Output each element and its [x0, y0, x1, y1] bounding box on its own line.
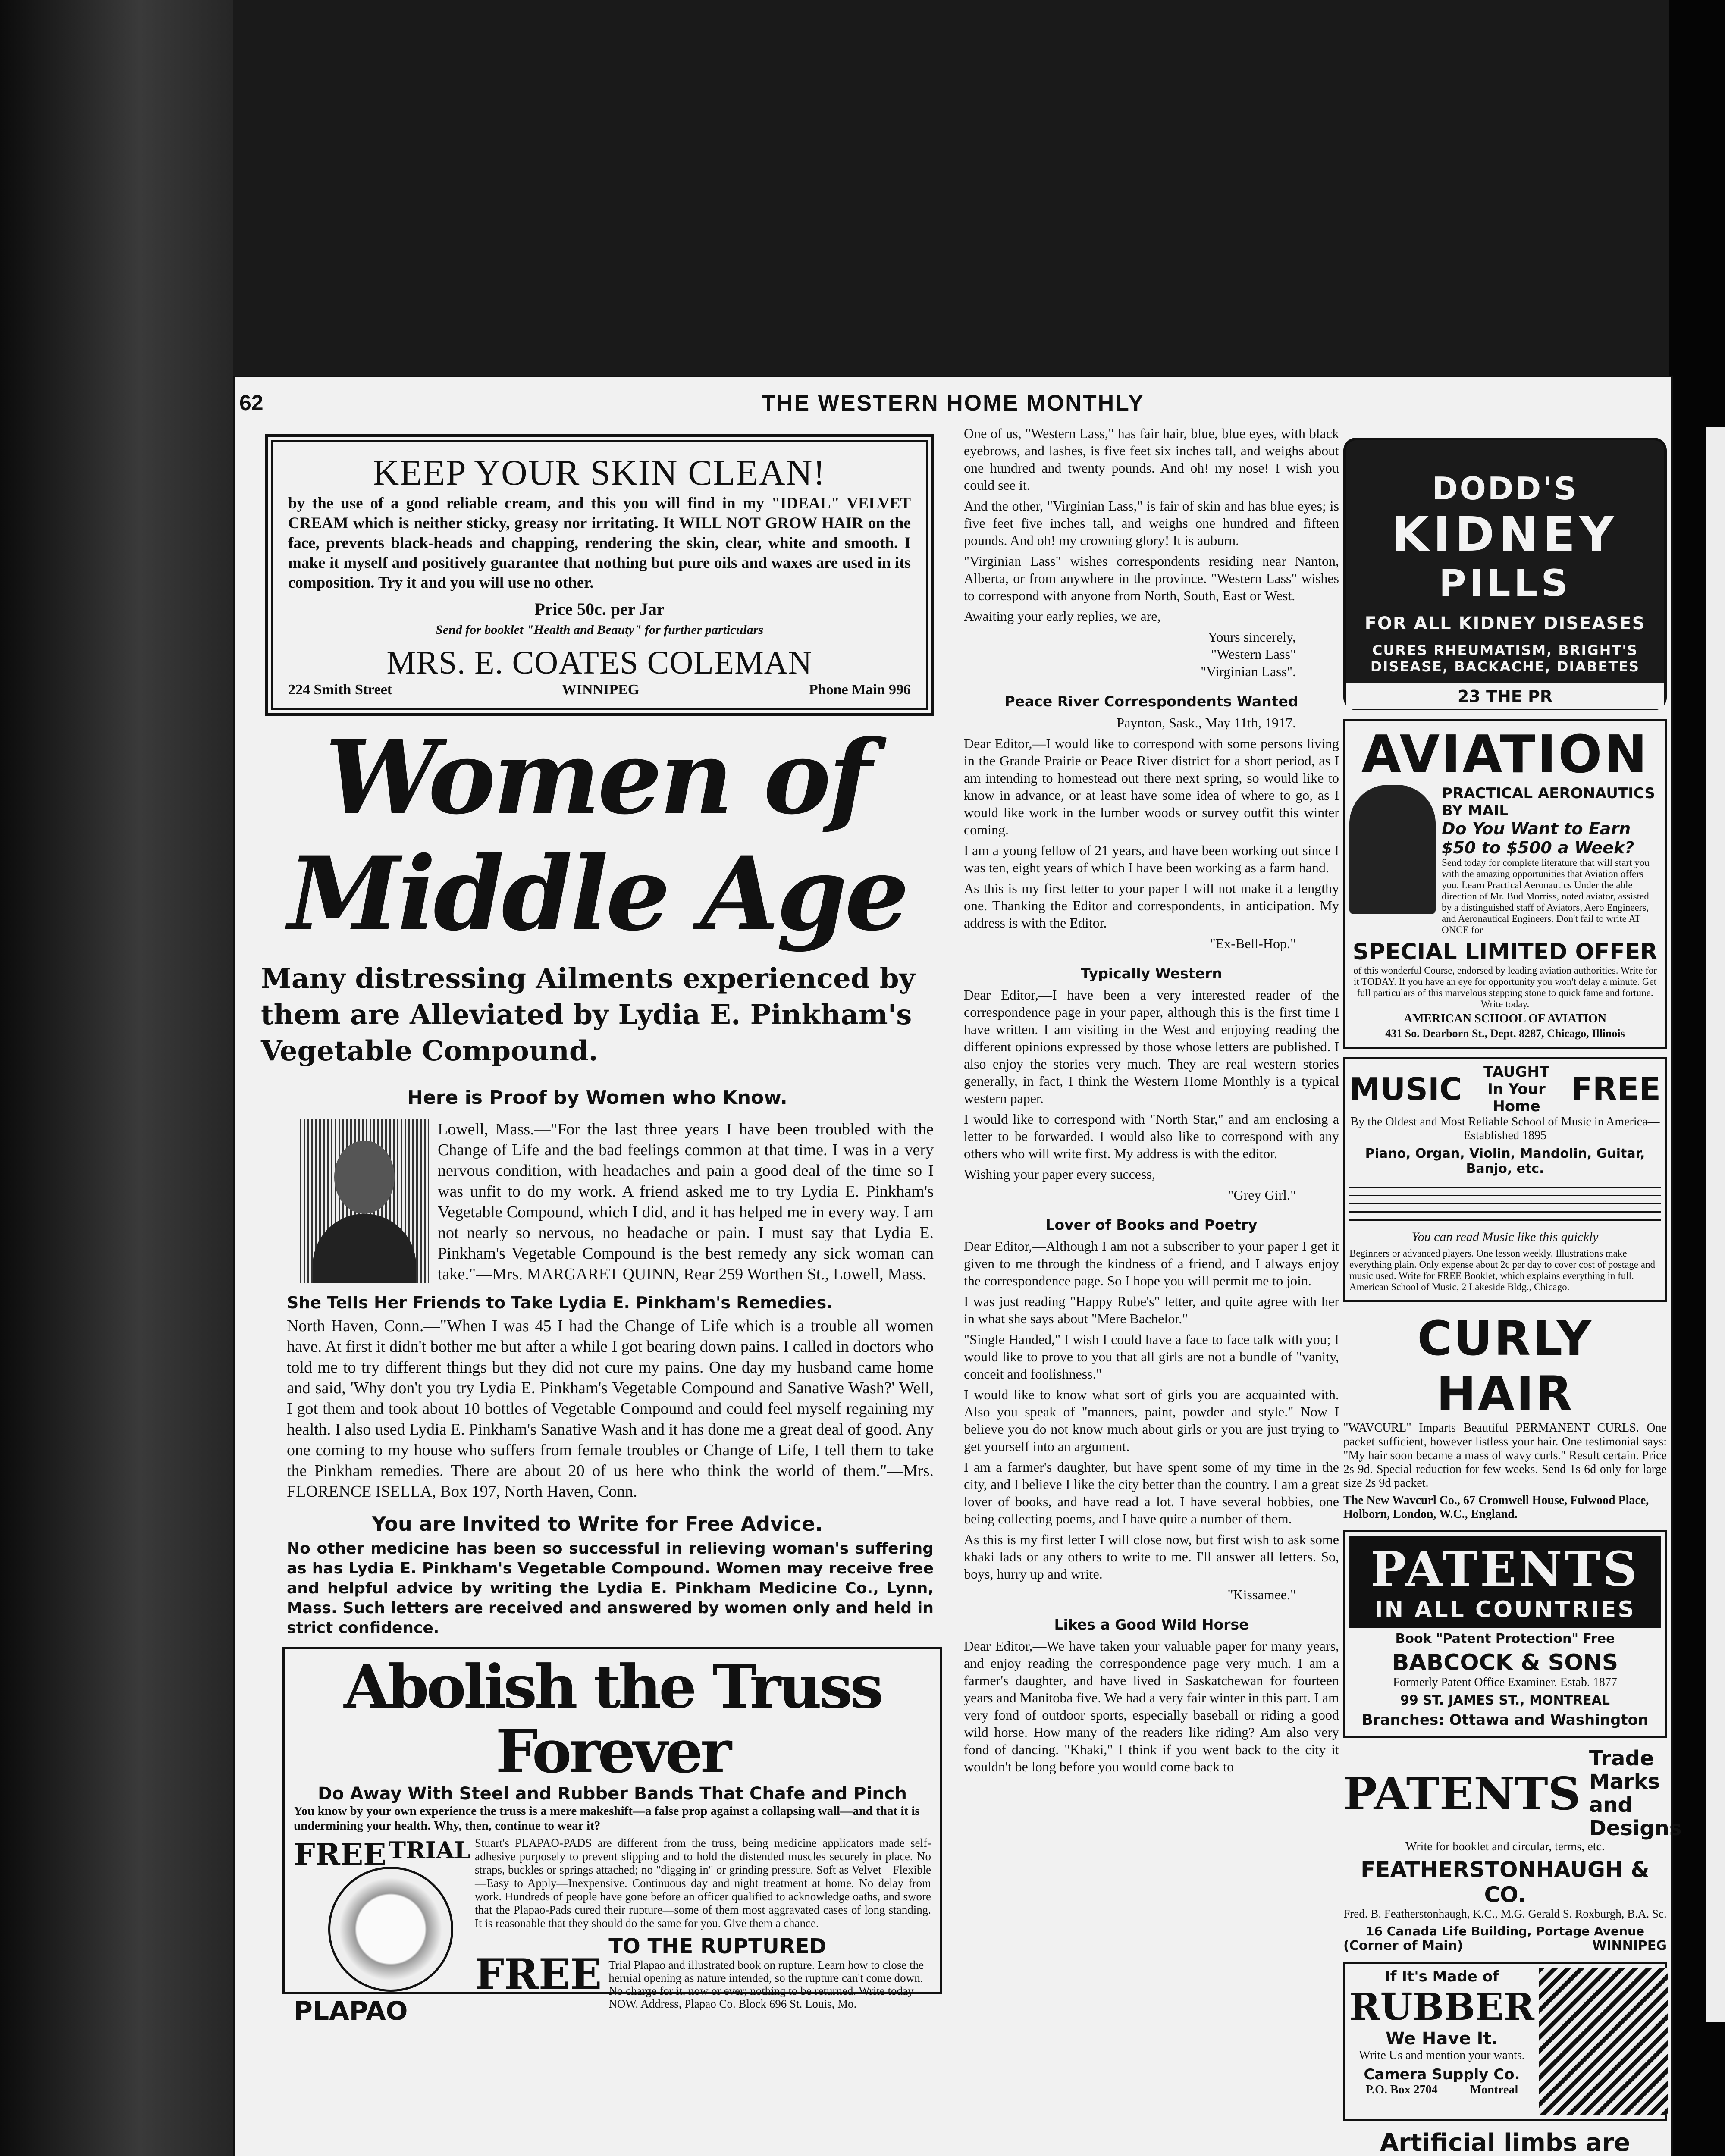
dodds-line1: FOR ALL KIDNEY DISEASES — [1364, 614, 1646, 633]
curly-hair-ad — [1343, 1311, 1667, 1521]
letter-books-sign: "Kissamee." — [1227, 1587, 1296, 1602]
rubber-goods-image — [1539, 1968, 1668, 2115]
pinkham-headline-1: Women of — [325, 718, 870, 837]
dodds-kidney-pills-ad — [1343, 438, 1667, 710]
patents-book: Book "Patent Protection" Free — [1395, 1631, 1615, 1646]
letter-typical-p1: Dear Editor,—I have been a very interested reader of the correspondence page in your paper, although this is the first time I have written. I am visiting in the West and enjoying reading the different opinions expressed by those whose letters are published. I also enjoy the stories very much. They are real western stories generally, in fact, I think the Western Home Monthly is a typical western paper. — [964, 987, 1339, 1106]
skin-cream-ad — [265, 434, 934, 716]
rubber-have: We Have It. — [1386, 2029, 1498, 2049]
patents2-people: Fred. B. Featherstonhaugh, K.C., M.G. Gerald S. Roxburgh, B.A. Sc. — [1343, 1907, 1667, 1920]
dodds-band: 23 THE PR — [1346, 683, 1664, 709]
plapao-pad-image — [294, 1836, 475, 2026]
pinkham-subhead: Many distressing Ailments experienced by them are Alleviated by Lydia E. Pinkham's Vegetable Compound. — [261, 962, 915, 1067]
curly-address: The New Wavcurl Co., 67 Cromwell House, Fulwood Place, Holborn, London, W.C., England. — [1343, 1494, 1649, 1521]
letter-books-p1: Dear Editor,—Although I am not a subscriber to your paper I get it given to me through the kindness of a friend, and I always enjoy the correspondence page. So I hope you will permit me to join. — [964, 1238, 1339, 1288]
skin-ad-name: MRS. E. COATES COLEMAN — [386, 645, 812, 681]
skin-ad-body: by the use of a good reliable cream, and this you will find in my "IDEAL" VELVET CREAM which is neither sticky, greasy nor irritating. It WILL NOT GROW HAIR on the face, prevents black-heads and chapping, rendering the skin, clear, white and smooth. I make it myself and positively guarantee that nothing but pure oils and waxes are used in its composition. Try it and you will use no other. — [288, 495, 911, 592]
artificial-limbs-ad — [1343, 2129, 1667, 2156]
letter-books-p3: "Single Handed," I wish I could have a face to face talk with you; I would like to prove to you that all girls are not a bundle of "vanity, conceit and foolishness." — [964, 1332, 1339, 1382]
aviation-ad — [1343, 719, 1667, 1049]
letter-books-p4: I would like to know what sort of girls you are acquainted with. Also you speak of "manners, paint, powder and style." Now I believe you do not know much about girls or you are just trying to get yourself into an argument. — [964, 1387, 1339, 1454]
letter-peace-p3: As this is my first letter to your paper I will not make it a lengthy one. Thanking the Editor and correspondents, in anticipation. My address is with the Editor. — [964, 881, 1339, 931]
letter-typically-western-heading: Typically Western — [1081, 965, 1222, 982]
skin-ad-price: Price 50c. per Jar — [534, 599, 665, 619]
page-number: 62 — [239, 391, 263, 415]
patents2-title: PATENTS — [1343, 1767, 1581, 1820]
letter-horse-p1: Dear Editor,—We have taken your valuable paper for many years, and enjoy reading the correspondence page very much. I am a farmer's daughter, and have lived in Saskatchewan for fourteen years and Manitoba five. We had a very fair winter in this part. I am very fond of outdoor sports, especially baseball or riding a good wild horse. How many of the readers like riding? Am also very fond of dancing. "Khaki," I think if you went back to the city it wouldn't be long before you would come back to — [964, 1638, 1339, 1774]
rubber-company: Camera Supply Co. — [1364, 2066, 1520, 2083]
patents2-corner: (Corner of Main) — [1343, 1938, 1463, 1953]
letter-books-p2: I was just reading "Happy Rube's" letter, and quite agree with her in what she says about "Mere Bachelor." — [964, 1294, 1339, 1326]
music-instruments: Piano, Organ, Violin, Mandolin, Guitar, Banjo, etc. — [1365, 1146, 1645, 1176]
dodds-pills: PILLS — [1439, 562, 1571, 605]
skin-ad-headline: KEEP YOUR SKIN CLEAN! — [373, 453, 826, 493]
truss-to-the-ruptured: TO THE RUPTURED — [608, 1934, 827, 1959]
music-word: MUSIC — [1349, 1071, 1462, 1107]
letter-intro-sign-2: "Western Lass" — [1211, 646, 1296, 662]
truss-brand: PLAPAO — [294, 1996, 408, 2026]
letter-horse-heading: Likes a Good Wild Horse — [1054, 1616, 1249, 1633]
skin-ad-address-row — [288, 682, 911, 698]
middle-column-letters — [964, 425, 1339, 1779]
curly-title: CURLY HAIR — [1417, 1311, 1593, 1421]
patents2-write: Write for booklet and circular, terms, etc. — [1405, 1840, 1605, 1853]
letter-peace-sign: "Ex-Bell-Hop." — [1210, 936, 1296, 951]
truss-ad — [282, 1647, 942, 2026]
aviation-body: Send today for complete literature that will start you with the amazing opportunities that Aviation offers you. Learn Practical Aeronautics Under the able direction of Mr. Bud Morriss, noted aviator, assisted by a distinguished staff of Aviators, Aero Engineers, and Aeronautical Engineers. Don't fail to write AT ONCE for — [1442, 857, 1650, 935]
testimonial-portrait-image — [300, 1119, 429, 1283]
dodds-kidney: KIDNEY — [1392, 507, 1618, 562]
aviation-offer: SPECIAL LIMITED OFFER — [1352, 939, 1658, 965]
patents-branches: Branches: Ottawa and Washington — [1361, 1711, 1649, 1729]
truss-subhead: Do Away With Steel and Rubber Bands That Chafe and Pinch — [318, 1784, 907, 1804]
rubber-title: RUBBER — [1349, 1985, 1534, 2029]
truss-intro: You know by your own experience the truss is a mere makeshift—a false prop against a collapsing wall—and that it is undermining your health. Why, then, continue to wear it? — [294, 1804, 920, 1833]
music-school: By the Oldest and Most Reliable School of Music in America—Established 1895 — [1350, 1115, 1660, 1142]
music-body: Beginners or advanced players. One lesson weekly. Illustrations make everything plain. Only expense about 2c per day to cover cost of postage and music used. Write for FREE Booklet, which explains everything in full. American School of Music, 2 Lakeside Bldg., Chicago. — [1349, 1248, 1655, 1292]
adjacent-page-edge — [1706, 427, 1725, 2022]
patents-firm: BABCOCK & SONS — [1392, 1650, 1618, 1676]
dodds-line2: CURES RHEUMATISM, BRIGHT'S DISEASE, BACKACHE, DIABETES — [1370, 642, 1640, 675]
patents2-tm2: and Designs — [1589, 1793, 1682, 1840]
dodds-name: DODD'S — [1432, 470, 1578, 507]
pinkham-proof-heading: Here is Proof by Women who Know. — [407, 1087, 787, 1109]
aviation-title: AVIATION — [1361, 725, 1649, 785]
pinkham-subtitle-2: She Tells Her Friends to Take Lydia E. Pinkham's Remedies. — [287, 1293, 833, 1312]
patents2-city: WINNIPEG — [1592, 1938, 1667, 1953]
aviation-sub: PRACTICAL AERONAUTICS BY MAIL — [1442, 785, 1655, 819]
patents2-firm: FEATHERSTONHAUGH & CO. — [1361, 1857, 1650, 1907]
letter-intro-sign-1: Yours sincerely, — [1208, 629, 1296, 645]
patents-featherstonhaugh-ad — [1343, 1746, 1682, 1953]
music-taught: TAUGHT — [1483, 1063, 1549, 1081]
patents2-tm1: Trade Marks — [1589, 1746, 1660, 1794]
truss-footer: Trial Plapao and illustrated book on rupture. Learn how to close the hernial opening as nature intended, so the rupture can't come down. No charge for it, now or ever; nothing to be returned. Write today—NOW. Address, Plapao Co. Block 696 St. Louis, Mo. — [608, 1959, 925, 2010]
pinkham-invite-body: No other medicine has been so successful in relieving woman's suffering as has Lydia E. Pinkham's Vegetable Compound. Women may receive free and helpful advice by writing the Lydia E. Pinkham Medicine Co., Lynn, Mass. Such letters are received and answered by women only and held in strict confidence. — [287, 1540, 934, 1637]
skin-ad-address: 224 Smith Street — [288, 682, 392, 698]
aviator-portrait-image — [1349, 785, 1436, 914]
letter-peace-p2: I am a young fellow of 21 years, and have been working out since I was ten, eight years of which I have been working as a farm hand. — [964, 843, 1339, 875]
skin-ad-phone: Phone Main 996 — [809, 682, 911, 698]
truss-headline: Abolish the Truss Forever — [344, 1651, 881, 1786]
left-column — [235, 425, 960, 2026]
rubber-box: P.O. Box 2704 — [1365, 2083, 1438, 2096]
letter-books-heading: Lover of Books and Poetry — [1045, 1216, 1258, 1233]
music-home: In Your Home — [1487, 1081, 1546, 1115]
skin-ad-booklet: Send for booklet "Health and Beauty" for further particulars — [435, 623, 764, 637]
rubber-lead: If It's Made of — [1385, 1968, 1499, 1985]
testimonial-2-text: North Haven, Conn.—"When I was 45 I had the Change of Life which is a trouble all women have. At first it didn't bother me but after a while I got bearing down pains. I called in doctors who told me to try different things but they did not cure my pains. One day my husband came home and said, 'Why don't you try Lydia E. Pinkham's Vegetable Compound and Sanative Wash?' Well, I got them and took about 10 bottles of Vegetable Compound and could feel myself regaining my health. I also used Lydia E. Pinkham's Sanative Wash and it has done me a great deal of good. Any one coming to my house who suffers from female troubles or Change of Life, I tell them to take the Pinkham remedies. There are about 20 of us here who think the world of them."—Mrs. FLORENCE ISELLA, Box 197, North Haven, Conn. — [287, 1317, 934, 1501]
scan-background-left — [0, 0, 233, 2156]
right-column-ads — [1343, 425, 1682, 2156]
letter-books-p6: As this is my first letter I will close now, but first wish to ask some khaki lads or any others to write to me. I'll answer all letters. So, boys, hurry up and write. — [964, 1532, 1339, 1582]
aviation-offer-body: of this wonderful Course, endorsed by leading aviation authorities. Write for it TODAY. If you have an eye for opportunity you won't delay a minute. Get full particulars of this marvelous stepping stone to quick fame and fortune. Write today. — [1353, 965, 1657, 1009]
rubber-city: Montreal — [1470, 2083, 1518, 2096]
letter-peace-dateline: Paynton, Sask., May 11th, 1917. — [1117, 715, 1296, 730]
patents2-address: 16 Canada Life Building, Portage Avenue — [1366, 1924, 1644, 1938]
music-ad — [1343, 1057, 1667, 1302]
patents-address: 99 ST. JAMES ST., MONTREAL — [1400, 1693, 1610, 1708]
letter-typical-p3: Wishing your paper every success, — [964, 1166, 1155, 1182]
aviation-school: AMERICAN SCHOOL OF AVIATION — [1403, 1012, 1607, 1025]
letter-peace-p1: Dear Editor,—I would like to correspond with some persons living in the Grande Prairie or Peace River district for a short period, as I am intending to homestead out there next spring, so would like to know in advance, or at least have some idea of where to go, as I would like work in the lumber woods or survey outfit this winter coming. — [964, 736, 1339, 837]
truss-trial-label: TRIAL — [388, 1836, 470, 1864]
plapao-pad-icon — [328, 1867, 453, 1992]
rubber-write: Write Us and mention your wants. — [1359, 2049, 1525, 2062]
pinkham-headline-2: Middle Age — [288, 834, 907, 953]
truss-free-label: FREE — [294, 1836, 386, 1872]
page-title: THE WESTERN HOME MONTHLY — [762, 391, 1145, 416]
aviation-question: Do You Want to Earn $50 to $500 a Week? — [1442, 819, 1634, 857]
letter-intro-p4: Awaiting your early replies, we are, — [964, 608, 1161, 624]
truss-body: Stuart's PLAPAO-PADS are different from the truss, being medicine applicators made self-adhesive purposely to prevent slipping and to hold the distended muscles securely in place. No straps, buckles or springs attached; no "digging in" or grinding pressure. Soft as Velvet—Flexible—Easy to Apply—Inexpensive. Continuous day and night treatment at home. No delay from work. Hundreds of people have gone before an officer qualified to acknowledge oaths, and swore that the Plapao-Pads cured their rupture—some of them most aggravated cases of long standing. It is reasonable that they should do the same for you. Give them a chance. — [475, 1836, 931, 1930]
patents-babcock-ad — [1343, 1530, 1667, 1738]
skin-ad-city: WINNIPEG — [561, 682, 640, 698]
letter-intro-p2: And the other, "Virginian Lass," is fair of skin and has blue eyes; is five feet five inches tall, and weighs one hundred and fifteen pounds. And oh! my crowning glory! It is auburn. — [964, 498, 1339, 548]
magazine-page — [235, 377, 1682, 2156]
letter-typical-p2: I would like to correspond with "North Star," and am enclosing a letter to be forwarded. I would also like to correspond with any others who will write first. My address is with the editor. — [964, 1111, 1339, 1161]
letter-intro-p3: "Virginian Lass" wishes correspondents residing near Nanton, Alberta, or from anywhere in the province. "Western Lass" wishes to correspond with anyone from North, South, East or West. — [964, 553, 1339, 603]
patents-title: PATENTS — [1371, 1541, 1640, 1597]
patents-detail: Formerly Patent Office Examiner. Estab. 1877 — [1393, 1676, 1617, 1689]
curly-body: "WAVCURL" Imparts Beautiful PERMANENT CURLS. One packet sufficient, however listless your hair. One testimonial says: "My hair soon became a mass of wavy curls." Result certain. Price 2s 9d. Special reduction for few weeks. Send 1s 6d only for large size 2s 9d packet. — [1343, 1421, 1667, 1490]
patents-sub: IN ALL COUNTRIES — [1374, 1597, 1636, 1623]
music-staff-image — [1349, 1180, 1661, 1227]
letter-books-p5: I am a farmer's daughter, but have spent some of my time in the city, and I believe I like the city better than the country. I am a great lover of books, and have read a lot. I have several hobbies, one being collecting poems, and I have quite a number of them. — [964, 1459, 1339, 1526]
music-score-caption: You can read Music like this quickly — [1411, 1230, 1599, 1244]
letter-typical-sign: "Grey Girl." — [1228, 1187, 1296, 1203]
letter-intro-p1: One of us, "Western Lass," has fair hair, blue, blue eyes, with black eyebrows, and lashes, is five feet six inches tall, and weighs about one hundred and twenty pounds. And oh! my nose! I wish you could see it. — [964, 426, 1339, 493]
testimonial-1-text: Lowell, Mass.—"For the last three years I have been troubled with the Change of Life and the bad feelings common at that time. I was in a very nervous condition, with headaches and pain a good deal of the time so I was unfit to do my work. A friend asked me to try Lydia E. Pinkham's Vegetable Compound, which I did, and it has helped me in every way. I am not nearly so nervous, no headache or pain. I must say that Lydia E. Pinkham's Vegetable Compound is the best remedy any sick woman can take."—Mrs. MARGARET QUINN, Rear 259 Worthen St., Lowell, Mass. — [438, 1120, 934, 1283]
letter-intro-sign-3: "Virginian Lass". — [1201, 664, 1296, 679]
truss-free-big: FREE — [475, 1949, 602, 1999]
aviation-address: 431 So. Dearborn St., Dept. 8287, Chicago, Illinois — [1385, 1027, 1625, 1040]
pinkham-invite-heading: You are Invited to Write for Free Advice. — [372, 1512, 823, 1536]
letter-peace-river-heading: Peace River Correspondents Wanted — [1004, 693, 1298, 710]
page-header — [235, 390, 1671, 425]
rubber-ad — [1343, 1962, 1667, 2121]
limbs-title: Artificial limbs are — [1380, 2129, 1631, 2156]
pinkham-testimonial-1 — [300, 1119, 934, 1288]
music-free: FREE — [1571, 1071, 1661, 1108]
